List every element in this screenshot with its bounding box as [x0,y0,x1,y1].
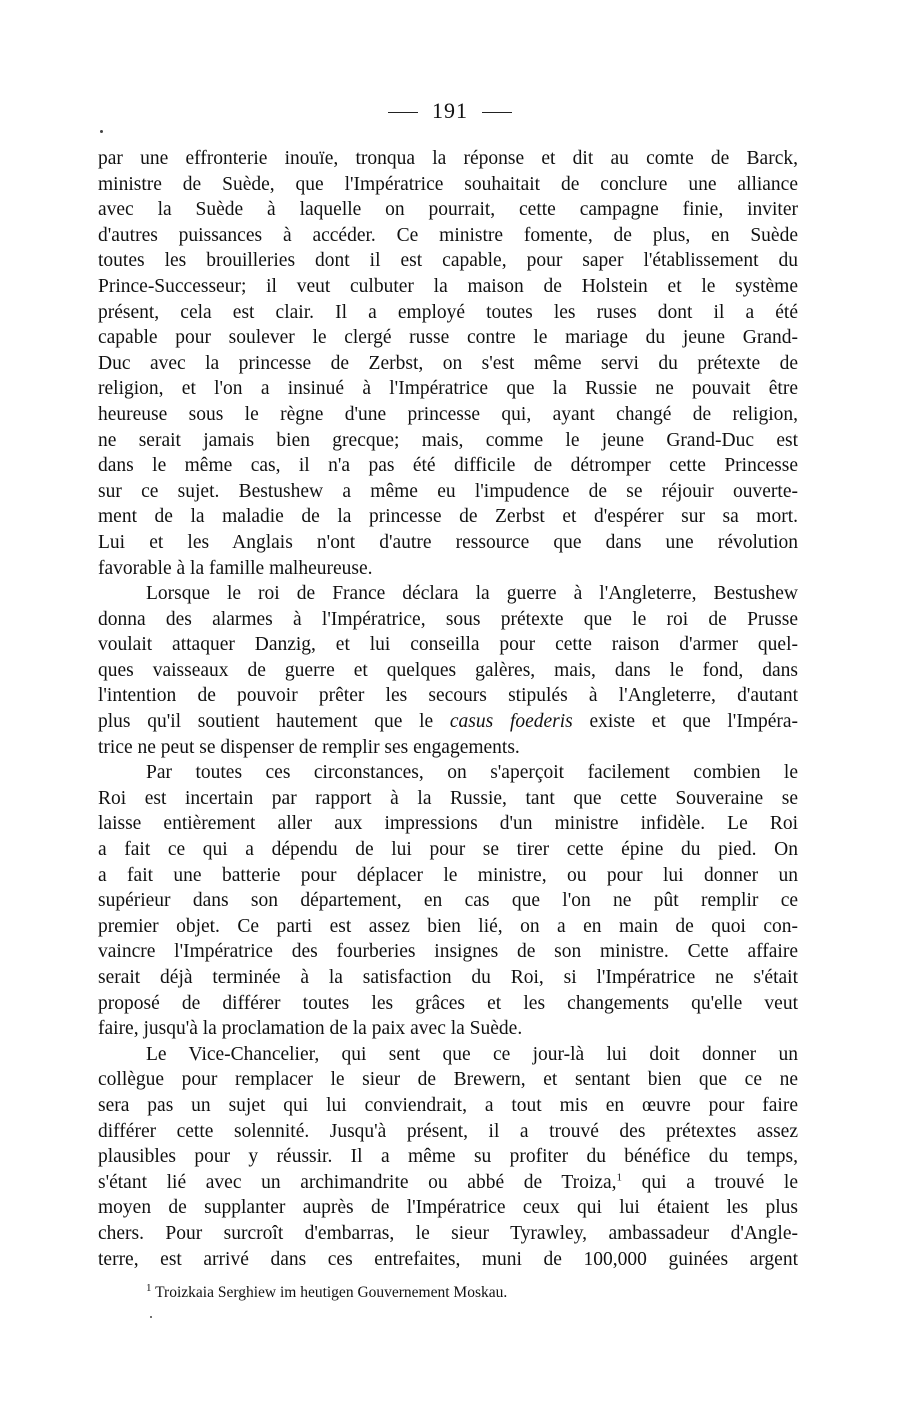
text-run: existe et que l'Impéra- [589,711,799,733]
text-run: s'étant lié avec un archimandrite ou abbé de Troiza, [98,1171,617,1193]
text-line: laisse entièrement aller aux impressions d'un ministre infidèle. Le Roi [98,813,798,835]
print-speck [100,130,103,133]
text-line: chers. Pour surcroît d'embarras, le sieur Tyrawley, ambassadeur d'Angle- [98,1222,798,1244]
footnote [146,1283,796,1303]
text-line-with-footnote-ref [98,1170,798,1196]
text-line: d'autres puissances à accéder. Ce ministre fomente, de plus, en Suède [98,224,798,246]
text-line: différer cette solennité. Jusqu'à présent, il a trouvé des prétextes assez [98,1120,798,1142]
text-line-with-italic [98,709,798,735]
right-rule [482,112,512,113]
text-line: plausibles pour y réussir. Il a même su profiter du bénéfice du temps, [98,1146,798,1168]
text-line: Lorsque le roi de France déclara la guerre à l'Angleterre, Bestushew [146,583,798,605]
text-line: avec la Suède à laquelle on pourrait, cette campagne finie, inviter [98,199,798,221]
left-rule [388,112,418,113]
text-line: Roi est incertain par rapport à la Russie, tant que cette Souveraine se [98,787,798,809]
text-line: toutes les brouilleries dont il est capable, pour saper l'établissement du [98,250,798,272]
text-line: favorable à la famille malheureuse. [98,557,373,579]
text-line: ques vaisseaux de guerre et quelques galères, mais, dans le fond, dans [98,659,798,681]
text-line: premier objet. Ce parti est assez bien lié, on a en main de quoi con- [98,915,798,937]
italic-phrase: casus foederis [449,711,573,733]
footnote-text: Troizkaia Serghiew im heutigen Gouvernement Moskau. [155,1284,508,1301]
text-line: Duc avec la princesse de Zerbst, on s'est même servi du prétexte de [98,352,798,374]
text-line: ministre de Suède, que l'Impératrice souhaitait de conclure une alliance [98,173,798,195]
text-line: trice ne peut se dispenser de remplir ses engagements. [98,736,520,758]
text-line: sera pas un sujet qui lui conviendrait, a tout mis en œuvre pour faire [98,1094,798,1116]
body-text [98,146,798,1272]
text-line: voulait attaquer Danzig, et lui conseilla pour cette raison d'armer quel- [98,634,798,656]
text-line: moyen de supplanter auprès de l'Impératrice ceux qui lui étaient les plus [98,1197,798,1219]
text-line: heureuse sous le règne d'une princesse qui, ayant changé de religion, [98,403,798,425]
text-line: l'intention de pouvoir prêter les secours stipulés à l'Angleterre, d'autant [98,685,798,707]
text-run: plus qu'il soutient hautement que le [98,711,434,733]
text-line: serait déjà terminée à la satisfaction du Roi, si l'Impératrice ne s'était [98,967,798,988]
footnote-reference: 1 [616,1171,622,1184]
page-number-value: 191 [432,98,468,123]
text-line: dans le même cas, il n'a pas été difficile de détromper cette Princesse [98,455,798,477]
text-line: capable pour soulever le clergé russe contre le mariage du jeune Grand- [98,327,798,349]
text-line: supérieur dans son département, en cas que l'on ne pût remplir ce [98,890,798,912]
text-line: a fait ce qui a dépendu de lui pour se tirer cette épine du pied. On [98,839,798,861]
text-line: ment de la maladie de la princesse de Zerbst et d'espérer sur sa mort. [98,506,798,528]
text-line: Par toutes ces circonstances, on s'aperçoit facilement combien le [146,762,798,784]
text-line: vaincre l'Impératrice des fourberies insignes de son ministre. Cette affaire [98,941,798,963]
text-line: ne serait jamais bien grecque; mais, comme le jeune Grand-Duc est [98,429,798,451]
text-line: collègue pour remplacer le sieur de Brewern, et sentant bien que ce ne [98,1069,798,1091]
text-line: faire, jusqu'à la proclamation de la paix avec la Suède. [98,1018,523,1040]
footnote-marker: 1 [146,1281,152,1294]
text-line: par une effronterie inouïe, tronqua la réponse et dit au comte de Barck, [98,148,798,169]
text-line: présent, cela est clair. Il a employé toutes les ruses dont il a été [98,301,798,323]
text-line: terre, est arrivé dans ces entrefaites, muni de 100,000 guinées argent [98,1248,798,1270]
text-line: religion, et l'on a insinué à l'Impératrice que la Russie ne pouvait être [98,378,798,400]
text-line: Prince-Successeur; il veut culbuter la maison de Holstein et le système [98,275,798,297]
text-line: Lui et les Anglais n'ont d'autre ressource que dans une révolution [98,531,798,553]
text-line: Le Vice-Chancelier, qui sent que ce jour-là lui doit donner un [146,1043,798,1065]
text-line: proposé de différer toutes les grâces et les changements qu'elle veut [98,992,798,1014]
page-number [0,98,900,124]
text-line: sur ce sujet. Bestushew a même eu l'impudence de se réjouir ouverte- [98,480,798,502]
print-speck [150,1316,152,1318]
text-run: qui a trouvé le [641,1171,799,1193]
text-line: a fait une batterie pour déplacer le ministre, ou pour lui donner un [98,864,798,886]
text-line: donna des alarmes à l'Impératrice, sous prétexte que le roi de Prusse [98,608,798,630]
